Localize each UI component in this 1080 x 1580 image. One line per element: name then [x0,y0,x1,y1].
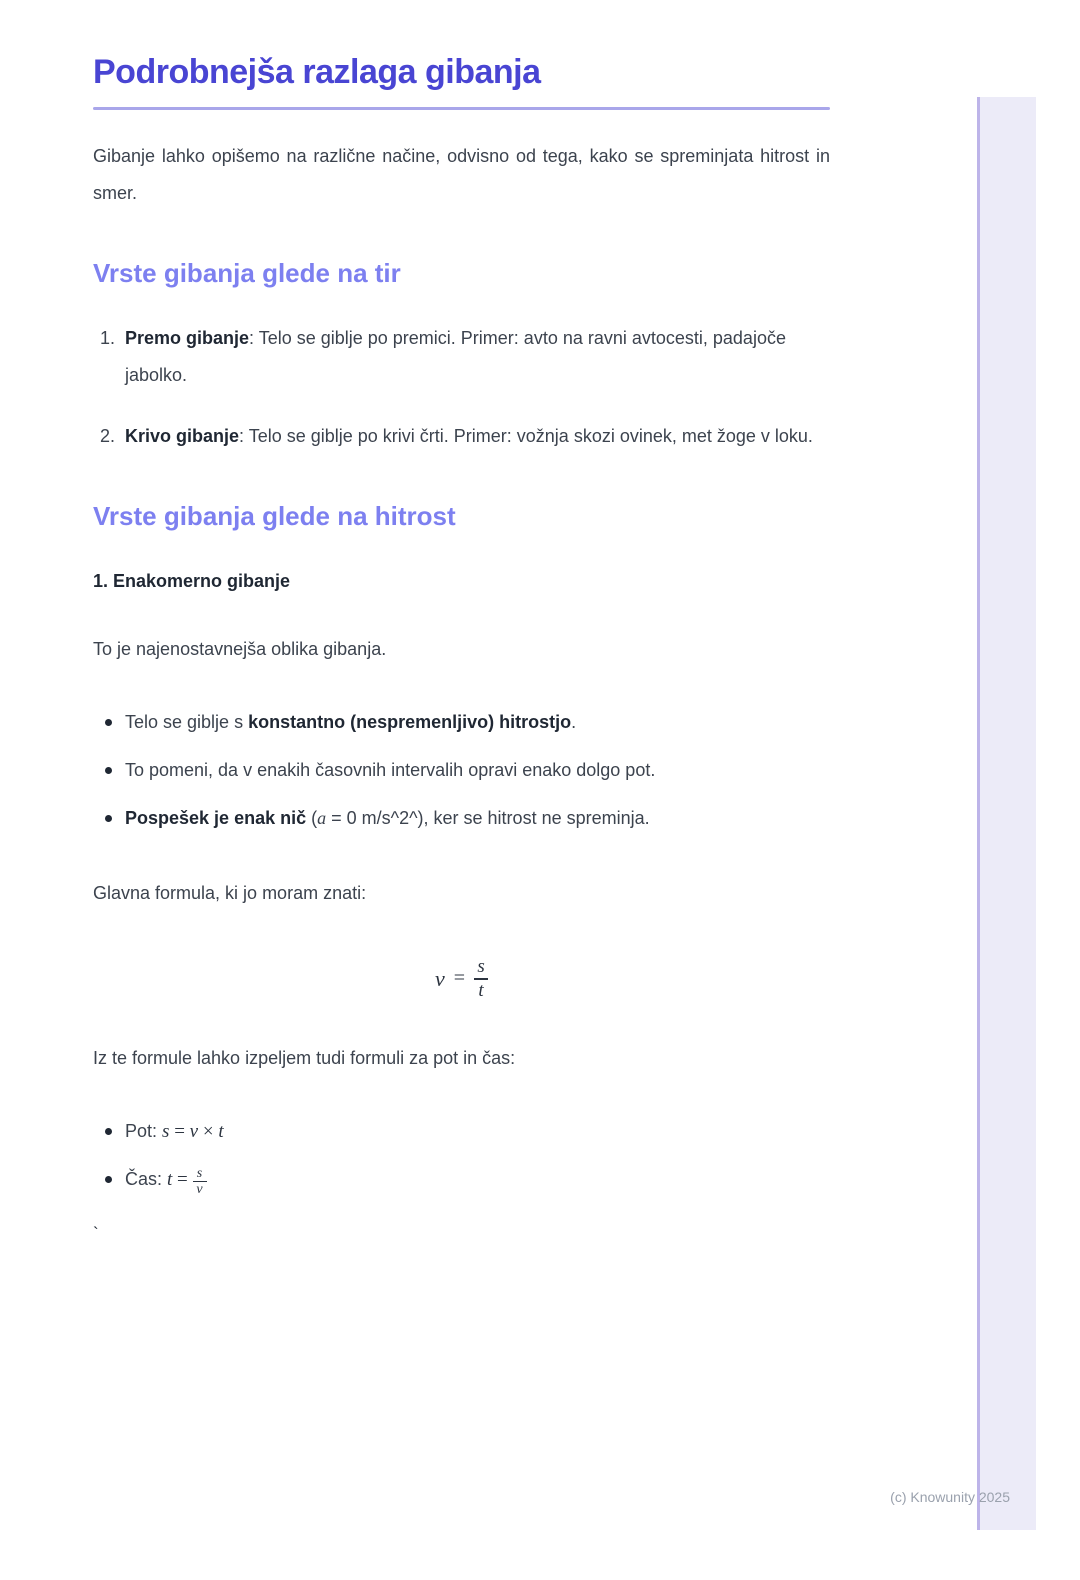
bullet-list-derived [93,1113,830,1198]
list-item [93,320,830,394]
math-equals: = [169,1120,190,1142]
stray-backtick: ` [93,1223,99,1243]
derived-formula-pot [162,1121,224,1142]
inline-fraction [193,1166,207,1198]
derived-formula-cas [167,1165,207,1198]
bullet-item [93,704,830,741]
bullet-text: To pomeni, da v enakih časovnih intervalih opravi enako dolgo pot. [125,760,656,780]
footer-credit: (c) Knowunity 2025 [890,1489,1010,1505]
bullet-text: Telo se giblje s [125,712,249,732]
formula-lhs: v [434,965,445,991]
bullet-text: ( [306,808,318,828]
math-equals: = [172,1168,193,1190]
bullet-text: = 0 m/s^2^), ker se hitrost ne spreminja. [326,808,650,828]
section-heading-tir: Vrste gibanja glede na tir [93,258,401,288]
list-item-text [125,418,830,455]
math-variable-a: a [317,808,327,828]
bullet-icon [105,1176,112,1183]
bullet-item [93,1113,830,1150]
bullet-bold-text: konstantno (nespremenljivo) hitrostjo [248,712,572,732]
list-item [93,418,830,455]
intro-paragraph: Gibanje lahko opišemo na različne načine, odvisno od tega, kako se spreminjata hitrost in smer. [93,146,830,203]
derived-label: Pot: [125,1120,163,1141]
bullet-icon [105,719,112,726]
list-item-term: Krivo gibanje [125,426,240,446]
fraction-denominator: v [196,1182,203,1198]
list-number: 1. [100,328,116,348]
list-item-term: Premo gibanje [125,328,250,348]
bullet-icon [105,767,112,774]
bullet-icon [105,815,112,822]
derive-intro-paragraph: Iz te formule lahko izpeljem tudi formuli za pot in čas: [93,1047,516,1068]
derived-label: Čas: [125,1168,168,1189]
bullet-icon [105,1128,112,1135]
fraction-denominator: t [478,979,484,1001]
numbered-list-tir [93,320,830,455]
right-margin-bar [977,97,1036,1530]
list-item-text [125,320,830,394]
section-heading-hitrost: Vrste gibanja glede na hitrost [93,501,456,531]
fraction-numerator: s [196,1165,203,1181]
main-formula [93,956,830,1002]
bullet-item [93,800,830,837]
bullet-list-properties [93,704,830,837]
bullet-bold-text: Pospešek je enak nič [125,808,307,828]
title-underline [93,107,830,110]
lead-paragraph: To je najenostavnejša oblika gibanja. [93,639,387,659]
formula-equals: = [453,967,466,990]
math-variable-t: t [218,1120,224,1142]
math-variable-s: s [162,1120,170,1142]
list-item-description: : Telo se giblje po premici. Primer: avto na ravni avtocesti, padajoče jabolko. [125,328,786,385]
subsection-heading-enakomerno: 1. Enakomerno gibanje [93,571,291,591]
document-content [93,52,830,1244]
list-number: 2. [100,426,116,446]
formula-intro-paragraph: Glavna formula, ki jo moram znati: [93,883,367,903]
fraction-numerator: s [477,956,485,977]
bullet-item [93,1161,830,1198]
bullet-item [93,752,830,789]
math-variable-v: v [189,1120,199,1142]
math-times: × [198,1120,219,1142]
formula-fraction [474,956,488,1002]
bullet-text: . [571,712,577,732]
list-item-description: : Telo se giblje po krivi črti. Primer: vožnja skozi ovinek, met žoge v loku. [239,426,813,446]
math-variable-t: t [167,1168,173,1190]
page-title: Podrobnejša razlaga gibanja [93,53,541,91]
